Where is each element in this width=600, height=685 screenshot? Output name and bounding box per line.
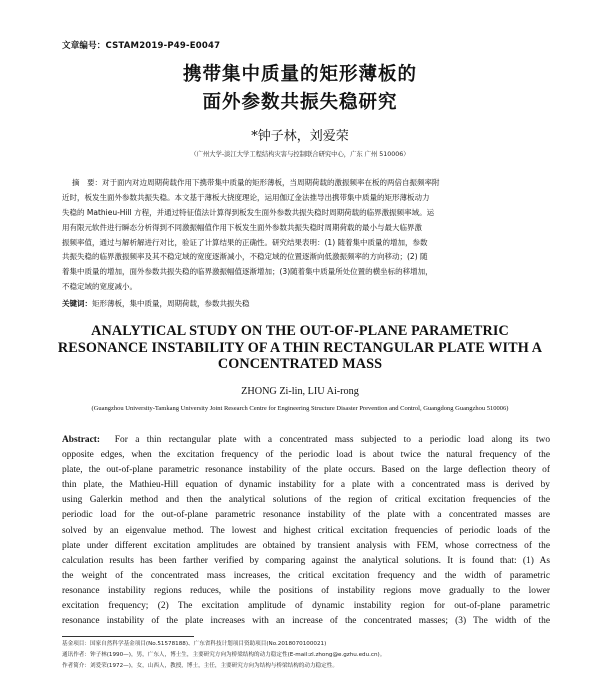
keywords-label: 关键词： — [62, 299, 92, 308]
english-title-line-2: RESONANCE INSTABILITY OF A THIN RECTANGULAR PLATE WITH A — [57, 340, 543, 356]
english-title-line-1: ANALYTICAL STUDY ON THE OUT-OF-PLANE PARAMETRIC — [91, 323, 509, 339]
english-title-line-3: CONCENTRATED MASS — [217, 356, 383, 372]
chinese-abstract-line: 摘 要：对于面内对边周期荷载作用下携带集中质量的矩形薄板，当周期荷载的激振频率在板的两倍自振频率附 — [72, 178, 440, 187]
english-abstract-line: opposite edges, when the excitation frequency of the periodic load is about twice the natural frequency of the — [62, 450, 550, 461]
chinese-abstract — [62, 176, 549, 295]
chinese-abstract-line: 着集中质量的增加，面外参数共振失稳的临界激振幅值逐渐增加；(3)随着集中质量所处位置的横坐标的移增加， — [62, 267, 433, 277]
chinese-title-line-2: 面外参数共振失稳研究 — [202, 92, 398, 113]
chinese-title-line-1: 携带集中质量的矩形薄板的 — [182, 64, 417, 85]
english-abstract-line: using Galerkin method and then the analytical solutions of the region of critical excitation frequencies of the — [62, 495, 550, 506]
chinese-abstract-line: 用有限元软件进行瞬态分析得到不同激振幅值作用下板发生面外参数共振失稳时周期荷载的最小与最大临界激 — [62, 222, 422, 232]
english-authors: ZHONG Zi-lin, LIU Ai-rong — [241, 386, 359, 397]
english-affiliation: (Guangzhou University-Tamkang University Joint Research Centre for Engineering Structure Disaster Prevention and Control, Guangdong Guangzhou 510006) — [91, 405, 509, 412]
footnote-funding: 基金项目：国家自然科学基金项目(No.51578188)、广东省科技计划项目资助项目(No.2018070100021) — [62, 641, 327, 647]
english-abstract-line: resonance instability regions reduces, while the positions of instability regions move gradually to the lower — [62, 585, 550, 596]
footnote-divider — [62, 636, 194, 637]
english-abstract-line: resonance instability of the plate increases with an increase of the concentrated masses; (3) The width of the — [62, 616, 550, 627]
abstract-first-line: For a thin rectangular plate with a concentrated mass subjected to a periodic load along its two — [114, 435, 551, 445]
english-abstract-line: plate, the out-of-plane parametric resonance instability of the plate occurs. Based on the large deflection theory of — [62, 465, 550, 476]
article-number: 文章编号：CSTAM2019-P49-E0047 — [62, 41, 221, 51]
chinese-abstract-line: 失稳的 Mathieu-Hill 方程，并通过特征值法计算得到板发生面外参数共振失稳时周期荷载的临界激振频率域。运 — [62, 207, 435, 217]
chinese-affiliation: （广州大学-淡江大学工程结构灾害与控制联合研究中心，广东 广州 510006） — [190, 151, 410, 158]
chinese-keywords — [62, 298, 250, 309]
english-abstract-line: solved by an eigenvalue method. The lowest and highest critical excitation frequencies of periodic loads of the — [62, 525, 550, 536]
english-abstract-line: thin plate, the Mathieu-Hill equation of dynamic instability for a plate with a concentrated mass is derived by — [62, 480, 550, 491]
english-abstract-line: excitation frequency; (2) The excitation amplitude of dynamic instability region for out-of-plane parametric — [62, 601, 550, 612]
footnote-corresponding-author: 通讯作者：钟子林(1990—)，男，广东人，博士生，主要研究方向为桥梁结构的动力稳定性(E-mail:zl.zhong@e.gzhu.edu.cn)。 — [62, 651, 386, 658]
footnote-author-bio: 作者简介：刘爱荣(1972—)，女，山西人，教授，博士，主任，主要研究方向为结构与桥梁结构的动力稳定性。 — [62, 662, 338, 669]
chinese-abstract-line: 共振失稳的临界激振频率及其不稳定域的宽度逐渐减小，不稳定域的位置逐渐向低激振频率的方向移动；(2) 随 — [62, 252, 428, 262]
chinese-abstract-line: 近时，板发生面外参数共振失稳。本文基于薄板大挠度理论，运用伽辽金法推导出携带集中质量的矩形薄板动力 — [62, 192, 430, 202]
english-abstract-line: periodic load for the out-of-plane parametric resonance instability of the plate with a concentrated masses are — [62, 510, 550, 521]
english-abstract-line: the weight of the concentrated mass increases, the critical excitation frequency and the width of parametric — [62, 570, 550, 581]
footnotes — [62, 639, 552, 671]
abstract-label: Abstract: — [62, 435, 101, 445]
chinese-abstract-line: 振频率值，通过与解析解进行对比，验证了计算结果的正确性。研究结果表明：(1) 随着集中质量的增加，参数 — [62, 237, 428, 247]
keywords-text: 矩形薄板，集中质量，周期荷载，参数共振失稳 — [92, 299, 250, 308]
english-abstract-line — [62, 433, 550, 448]
chinese-abstract-line: 不稳定域的宽度减小。 — [62, 282, 137, 292]
english-abstract-line: calculation results has been farther verified by comparing against the analytical solutions. It is found that: (1) As — [62, 555, 550, 566]
chinese-authors: *钟子林，刘爱荣 — [251, 129, 349, 144]
english-abstract-line: plate under different excitation amplitudes are obtained by transient analysis with FEM, whose correctness of the — [62, 540, 550, 551]
english-abstract — [62, 433, 550, 629]
